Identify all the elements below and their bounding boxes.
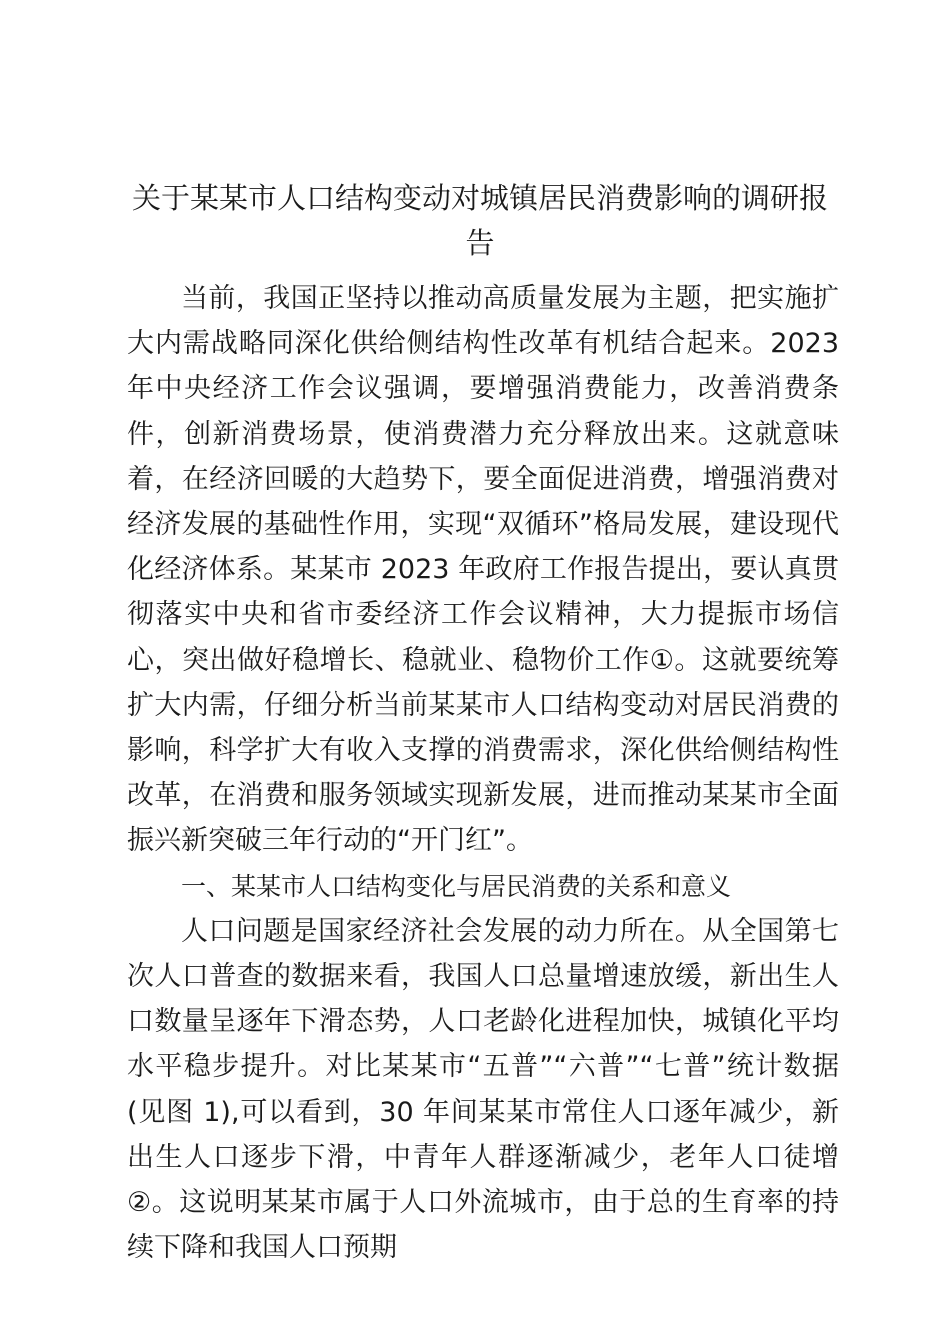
- document-body: [127, 276, 839, 1270]
- paragraph-intro: 当前，我国正坚持以推动高质量发展为主题，把实施扩大内需战略同深化供给侧结构性改革有机结合起来。2023 年中央经济工作会议强调，要增强消费能力，改善消费条件，创新消费场景，使消费潜力充分释放出来。这就意味着，在经济回暖的大趋势下，要全面促进消费，增强消费对经济发展的基础性作用，实现“双循环”格局发展，建设现代化经济体系。某某市 2023 年政府工作报告提出，要认真贯彻落实中央和省市委经济工作会议精神，大力提振市场信心，突出做好稳增长、稳就业、稳物价工作①。这就要统筹扩大内需，仔细分析当前某某市人口结构变动对居民消费的影响，科学扩大有收入支撑的消费需求，深化供给侧结构性改革，在消费和服务领域实现新发展，进而推动某某市全面振兴新突破三年行动的“开门红”。: [127, 283, 839, 857]
- section-heading: 一、某某市人口结构变化与居民消费的关系和意义: [181, 871, 732, 901]
- document-title: 关于某某市人口结构变动对城镇居民消费影响的调研报告: [131, 181, 828, 260]
- paragraph-population: 人口问题是国家经济社会发展的动力所在。从全国第七次人口普查的数据来看，我国人口总量增速放缓，新出生人口数量呈逐年下滑态势，人口老龄化进程加快，城镇化平均水平稳步提升。对比某某市“五普”“六普”“七普”统计数据(见图 1),可以看到，30 年间某某市常住人口逐年减少，新出生人口逐步下滑，中青年人群逐渐减少，老年人口徒增②。这说明某某市属于人口外流城市，由于总的生育率的持续下降和我国人口预期: [127, 915, 839, 1264]
